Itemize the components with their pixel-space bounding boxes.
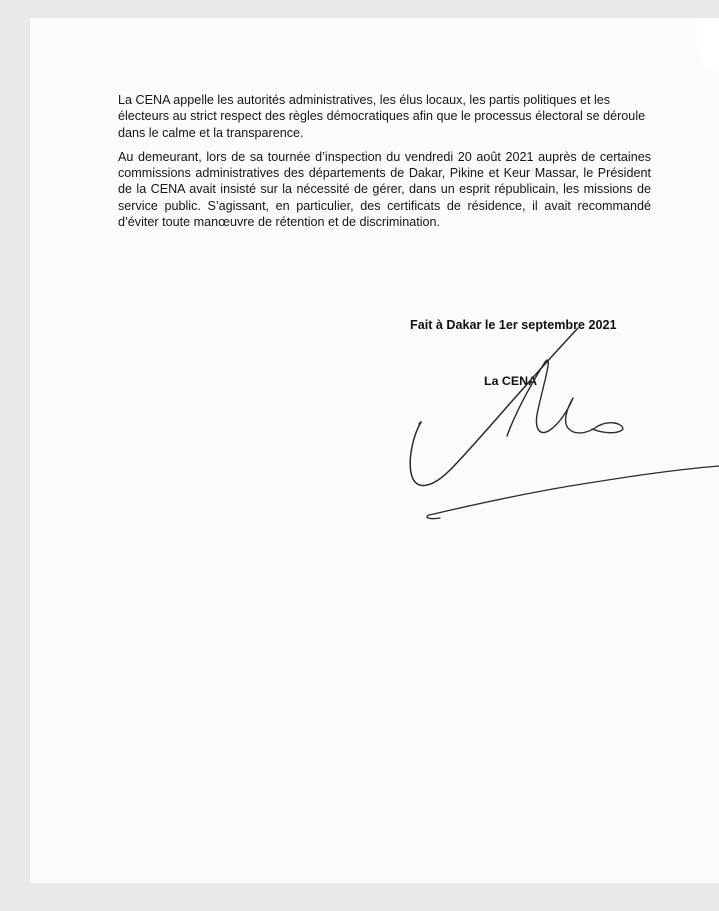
date-line: Fait à Dakar le 1er septembre 2021 <box>410 318 617 332</box>
signature-stroke-main <box>410 328 578 485</box>
signature-stroke-loop <box>507 360 598 436</box>
paragraph-appeal: La CENA appelle les autorités administratives, les élus locaux, les partis politiques et les électeurs au strict respect des règles démocratiques afin que le processus électoral se déroule dans le calme et la transparence. <box>118 93 646 140</box>
signature-stroke-hook <box>427 515 440 519</box>
page-corner <box>697 18 719 73</box>
signature-stroke-tail <box>592 423 623 433</box>
paragraph-inspection: Au demeurant, lors de sa tournée d’inspection du vendredi 20 août 2021 auprès de certaines commissions administratives des départements de Dakar, Pikine et Keur Massar, le Président de la CENA avait insisté sur la nécessité de gérer, dans un esprit républicain, les missions de service public. S’agissant, en particulier, des certificats de résidence, il avait recommandé d’éviter toute manœuvre de rétention et de discrimination. <box>118 149 651 230</box>
signatory-label: La CENA <box>484 374 538 388</box>
document-body <box>118 92 651 238</box>
signature-stroke-dot <box>419 422 421 424</box>
document-page <box>30 18 719 883</box>
signature-stroke-underline <box>429 466 719 515</box>
